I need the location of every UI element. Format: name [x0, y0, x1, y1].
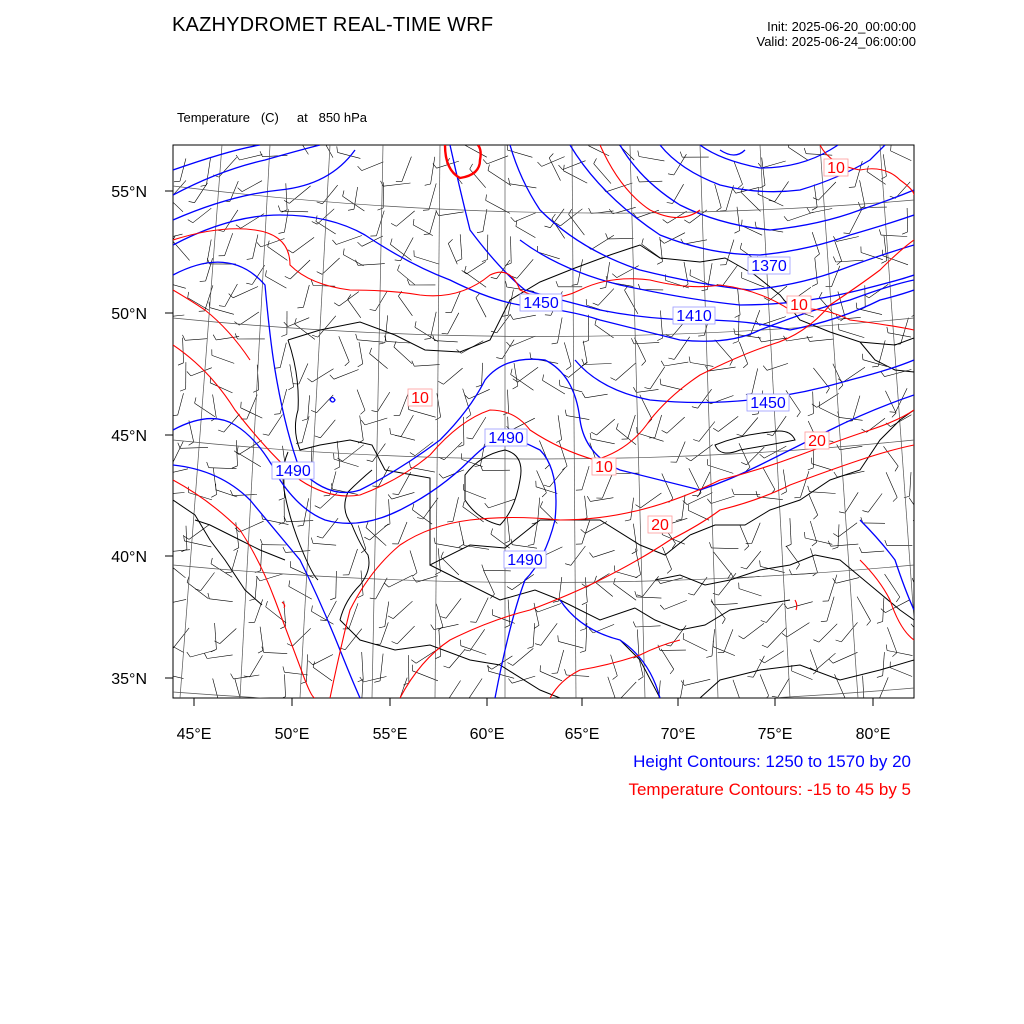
height-label: 1490: [507, 552, 543, 569]
wind-barb-flag: [159, 667, 160, 673]
wind-barb-flag: [356, 706, 362, 708]
wind-barb-flag: [166, 648, 172, 650]
wind-barb-flag: [164, 276, 165, 282]
height-label: 1410: [676, 308, 712, 325]
variable-temperature: Temperature (C) at 850 hPa: [177, 110, 368, 125]
wind-barb-flag: [155, 235, 158, 240]
wind-barb-flag: [157, 312, 160, 317]
lon-ticks: [194, 698, 873, 706]
height-label: 1490: [275, 463, 311, 480]
height-label: 1490: [488, 430, 524, 447]
wind-barb-flag: [461, 700, 467, 701]
wind-barb-flag: [168, 558, 170, 564]
valid-time: Valid: 2025-06-24_06:00:00: [756, 34, 916, 49]
wind-barb-flag: [464, 139, 465, 145]
wind-barb: [913, 520, 929, 538]
lon-label: 45°E: [176, 726, 212, 743]
lon-label: 50°E: [274, 726, 310, 743]
lon-label: 75°E: [757, 726, 793, 743]
wind-barb-flag: [164, 197, 170, 199]
wind-barb-flag: [612, 701, 617, 705]
lat-label: 55°N: [111, 184, 147, 201]
wind-barb-flag: [615, 135, 617, 141]
wind-barb-flag: [925, 465, 928, 470]
temperature-label: 10: [411, 390, 429, 407]
wind-barb-flag: [294, 126, 298, 131]
wind-barb-flag: [653, 707, 659, 709]
lon-label: 55°E: [372, 726, 408, 743]
wind-barb-flag: [161, 599, 164, 604]
wind-barb-flag: [159, 489, 162, 494]
wind-barb-flag: [736, 701, 741, 705]
plot-frame: [173, 145, 914, 698]
temperature-legend: Temperature Contours: -15 to 45 by 5: [628, 780, 911, 799]
wind-barb-flag: [859, 700, 864, 703]
height-label: 1450: [523, 295, 559, 312]
temperature-label: 10: [790, 297, 808, 314]
lat-label: 35°N: [111, 671, 147, 688]
wind-barb-flag: [441, 700, 447, 701]
wind-barb-flag: [613, 699, 619, 701]
init-time: Init: 2025-06-20_00:00:00: [767, 19, 916, 34]
wind-barb-flag: [674, 702, 680, 703]
wind-barb-flag: [926, 538, 929, 543]
wind-barb-flag: [841, 698, 845, 702]
wind-barb-flag: [167, 191, 169, 197]
wind-barb: [914, 446, 928, 465]
wind-barb: [915, 290, 917, 314]
map-title: KAZHYDROMET REAL-TIME WRF: [172, 14, 494, 36]
wind-barb-flag: [918, 517, 922, 522]
lat-label: 50°N: [111, 306, 147, 323]
wind-barb-flag: [163, 547, 166, 552]
wind-barb-flag: [916, 602, 921, 606]
height-legend: Height Contours: 1250 to 1570 by 20: [633, 752, 911, 771]
wind-barb-flag: [322, 133, 326, 138]
temperature-label: 10: [827, 160, 845, 177]
wind-barb-flag: [924, 642, 927, 647]
wind-barb-flag: [162, 634, 163, 640]
temperature-label: 20: [651, 517, 669, 534]
lat-label: 45°N: [111, 428, 147, 445]
temperature-label: 20: [808, 433, 826, 450]
lon-label: 80°E: [855, 726, 891, 743]
height-label: 1370: [751, 258, 787, 275]
height-label: 1450: [750, 395, 786, 412]
wind-barb-flag: [237, 703, 242, 707]
lon-label: 60°E: [469, 726, 505, 743]
lon-label: 70°E: [660, 726, 696, 743]
lon-label: 65°E: [564, 726, 600, 743]
wind-barb-flag: [167, 462, 173, 463]
wind-barb-flag: [215, 704, 220, 708]
lat-label: 40°N: [111, 549, 147, 566]
wind-barb-flag: [161, 469, 164, 474]
lat-ticks: [165, 191, 173, 678]
temperature-label: 10: [595, 459, 613, 476]
